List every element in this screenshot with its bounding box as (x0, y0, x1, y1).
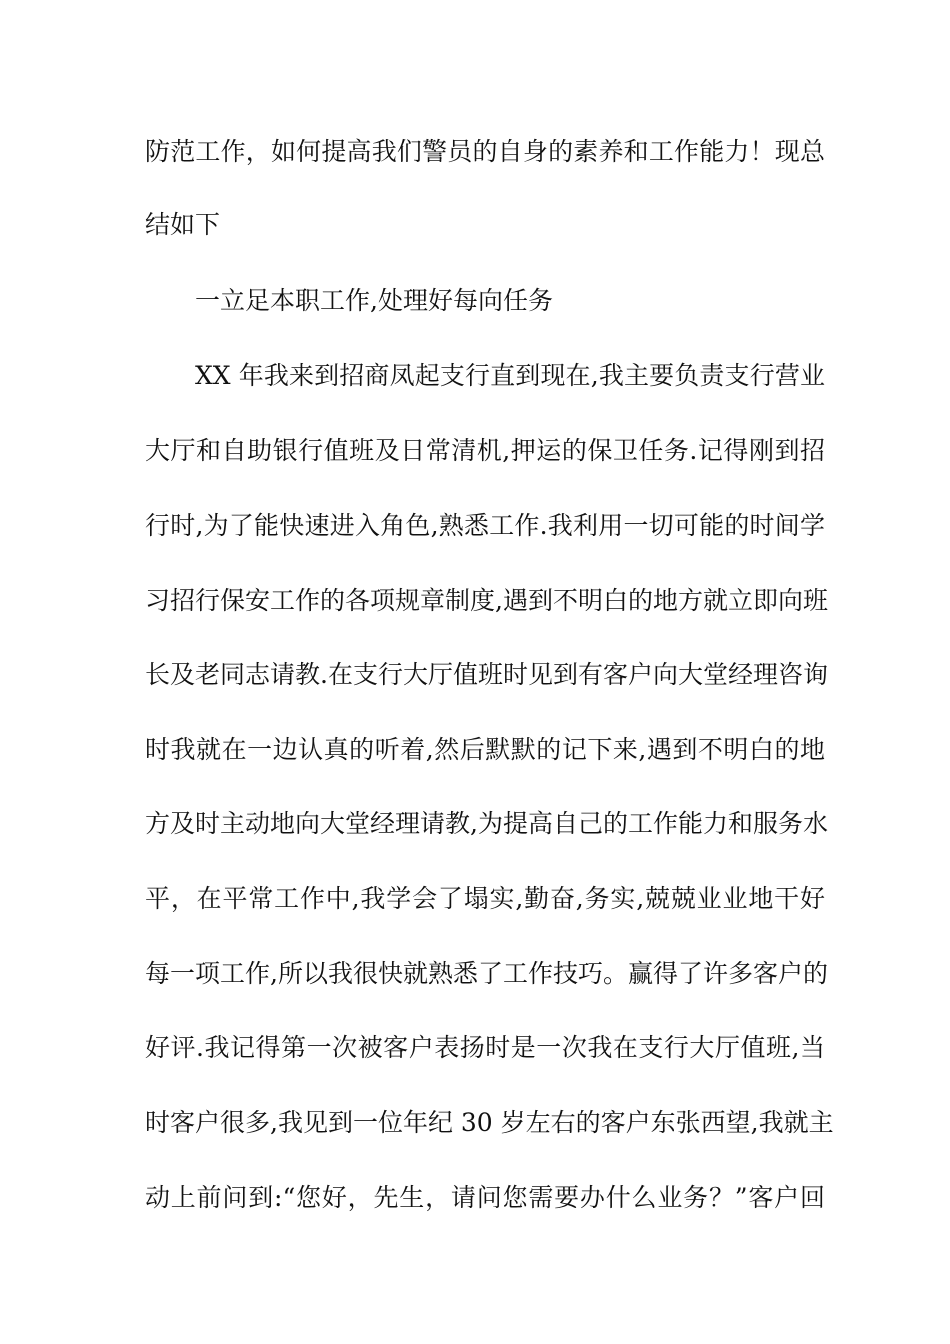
section-heading: 一立足本职工作,处理好每向任务 (195, 286, 553, 315)
paragraph-line: 习招行保安工作的各项规章制度,遇到不明白的地方就立即向班 (145, 586, 828, 615)
paragraph-line: 时客户很多,我见到一位年纪 30 岁左右的客户东张西望,我就主 (145, 1108, 834, 1137)
paragraph-line: 长及老同志请教.在支行大厅值班时见到有客户向大堂经理咨询 (145, 660, 828, 689)
paragraph-line: 行时,为了能快速进入角色,熟悉工作.我利用一切可能的时间学 (145, 511, 825, 540)
paragraph-line: 每一项工作,所以我很快就熟悉了工作技巧。赢得了许多客户的 (145, 959, 828, 988)
paragraph-line: 时我就在一边认真的听着,然后默默的记下来,遇到不明白的地 (145, 735, 825, 764)
paragraph-line: 结如下 (145, 210, 221, 239)
paragraph-line: XX 年我来到招商凤起支行直到现在,我主要负责支行营业 (195, 361, 825, 390)
paragraph-line: 大厅和自助银行值班及日常清机,押运的保卫任务.记得刚到招 (145, 436, 825, 465)
paragraph-line: 平，在平常工作中,我学会了塌实,勤奋,务实,兢兢业业地干好 (145, 884, 825, 913)
paragraph-line: 好评.我记得第一次被客户表扬时是一次我在支行大厅值班,当 (145, 1033, 825, 1062)
paragraph-line: 动上前问到:“您好，先生，请问您需要办什么业务？”客户回 (145, 1183, 825, 1212)
paragraph-line: 方及时主动地向大堂经理请教,为提高自己的工作能力和服务水 (145, 809, 828, 838)
paragraph-line: 防范工作，如何提高我们警员的自身的素养和工作能力！现总 (145, 137, 825, 166)
